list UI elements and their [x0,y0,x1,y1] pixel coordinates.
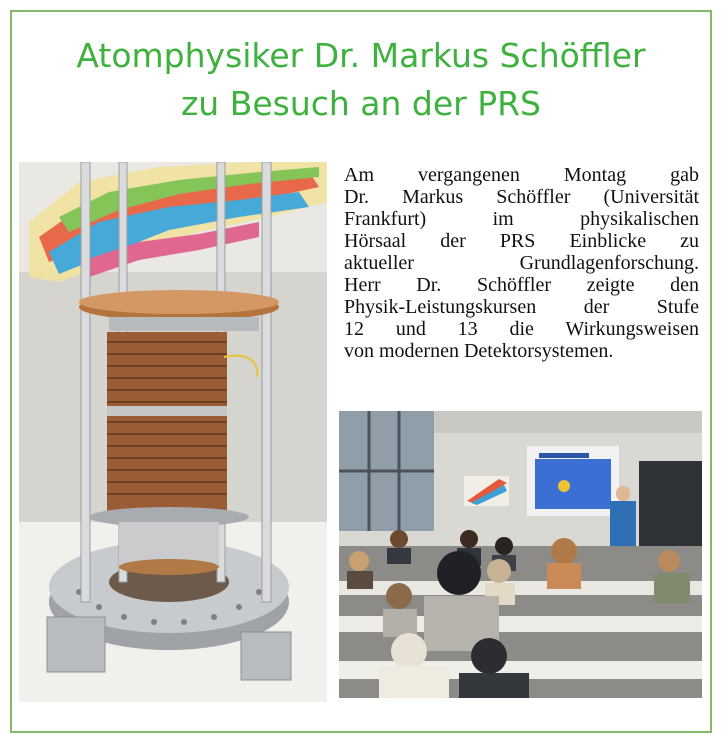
article-line: Physik-Leistungskursen der Stufe [344,296,699,318]
article-line: Herr Dr. Schöffler zeigte den [344,274,699,296]
article-line: Am vergangenen Montag gab [344,164,699,186]
detector-photo-art [19,162,327,702]
article-line: aktueller Grundlagenforschung. [344,252,699,274]
detector-photo [19,162,327,702]
page-title [12,32,710,128]
article-line: Dr. Markus Schöffler (Universität [344,186,699,208]
article-line: von modernen Detektorsystemen. [344,340,614,362]
article-line: Hörsaal der PRS Einblicke zu [344,230,699,252]
article-line: Frankfurt) im physikalischen [344,208,699,230]
lecture-hall-photo-art [339,411,702,698]
article-line: 12 und 13 die Wirkungsweisen [344,318,699,340]
title-line-2: zu Besuch an der PRS [180,84,542,123]
lecture-hall-photo [339,411,702,698]
flyer-frame [10,10,712,733]
article-text [344,164,699,362]
title-line-1: Atomphysiker Dr. Markus Schöffler [76,36,646,75]
